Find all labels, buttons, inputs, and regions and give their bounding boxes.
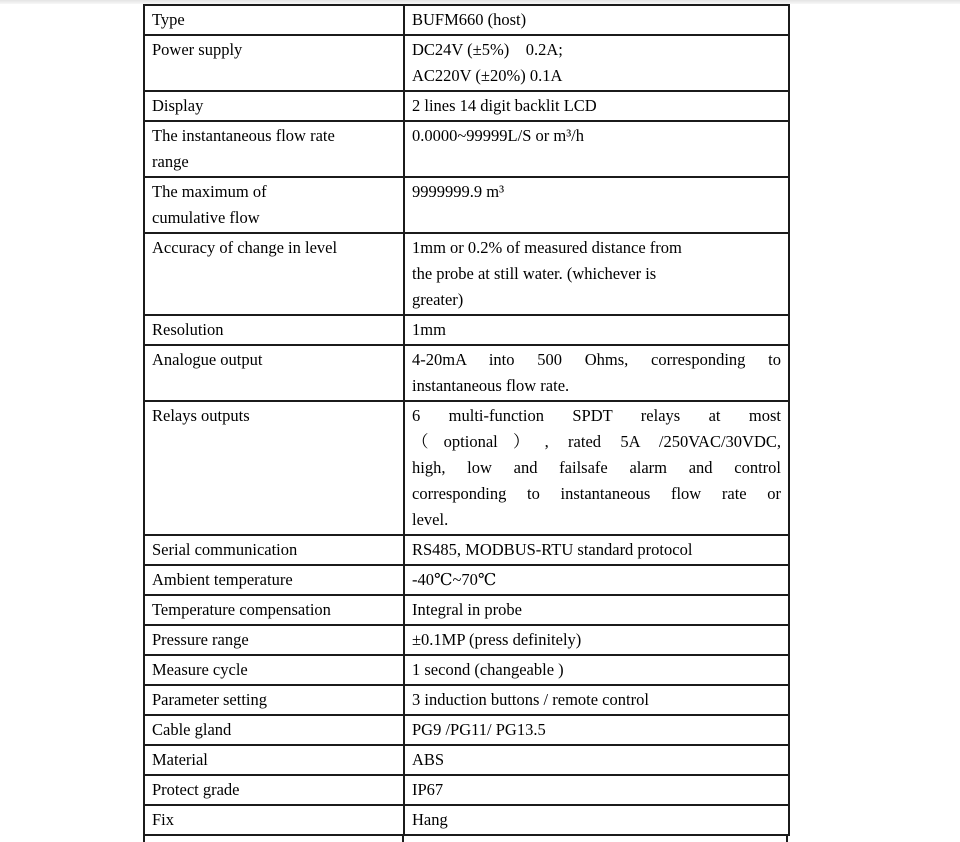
table-row bbox=[144, 685, 789, 715]
spec-value-line: （optional）, rated 5A /250VAC/30VDC, bbox=[412, 432, 781, 451]
spec-value bbox=[404, 233, 789, 315]
spec-value bbox=[404, 715, 789, 745]
spec-value-line: instantaneous flow rate. bbox=[412, 376, 570, 395]
spec-value bbox=[404, 91, 789, 121]
spec-value bbox=[404, 401, 789, 535]
spec-value bbox=[404, 625, 789, 655]
table-row bbox=[144, 177, 789, 233]
table-row bbox=[144, 625, 789, 655]
spec-label-line: Resolution bbox=[152, 320, 224, 339]
spec-value-line: 0.0000~99999L/S or m³/h bbox=[412, 126, 585, 145]
table-row bbox=[144, 401, 789, 535]
table-row bbox=[144, 595, 789, 625]
spec-label-line: Cable gland bbox=[152, 720, 232, 739]
spec-table-body bbox=[144, 5, 789, 835]
spec-label-line: Analogue output bbox=[152, 350, 263, 369]
spec-value-line: corresponding to instantaneous flow rate or bbox=[412, 484, 781, 503]
table-row bbox=[144, 91, 789, 121]
spec-value-line: DC24V (±5%) 0.2A; bbox=[412, 40, 563, 59]
spec-value bbox=[404, 315, 789, 345]
spec-value-line: 1 second (changeable ) bbox=[412, 660, 564, 679]
spec-value-line: greater) bbox=[412, 290, 464, 309]
table-divider-border-stub bbox=[402, 836, 404, 842]
spec-label bbox=[144, 401, 404, 535]
table-row bbox=[144, 5, 789, 35]
spec-value-line: 1mm or 0.2% of measured distance from bbox=[412, 238, 682, 257]
spec-value bbox=[404, 345, 789, 401]
spec-value-line: -40℃~70℃ bbox=[412, 570, 497, 589]
spec-label-line: Pressure range bbox=[152, 630, 249, 649]
spec-value-line: level. bbox=[412, 510, 449, 529]
spec-value bbox=[404, 535, 789, 565]
spec-label bbox=[144, 535, 404, 565]
spec-label bbox=[144, 685, 404, 715]
spec-value bbox=[404, 5, 789, 35]
table-row bbox=[144, 121, 789, 177]
spec-label-line: The maximum of bbox=[152, 182, 267, 201]
spec-value bbox=[404, 35, 789, 91]
spec-label-line: Temperature compensation bbox=[152, 600, 331, 619]
spec-value-line: 6 multi-function SPDT relays at most bbox=[412, 406, 781, 425]
spec-value bbox=[404, 177, 789, 233]
spec-label bbox=[144, 315, 404, 345]
spec-value-line: the probe at still water. (whichever is bbox=[412, 264, 657, 283]
spec-label-line: Display bbox=[152, 96, 204, 115]
spec-label bbox=[144, 655, 404, 685]
spec-label-line: Relays outputs bbox=[152, 406, 250, 425]
table-continuation bbox=[143, 836, 788, 842]
spec-value-line: RS485, MODBUS-RTU standard protocol bbox=[412, 540, 693, 559]
spec-label bbox=[144, 625, 404, 655]
spec-label-line: Protect grade bbox=[152, 780, 240, 799]
spec-label-line: Serial communication bbox=[152, 540, 298, 559]
spec-value-line: 4-20mA into 500 Ohms, corresponding to bbox=[412, 350, 781, 369]
spec-value bbox=[404, 775, 789, 805]
spec-value-line: ABS bbox=[412, 750, 445, 769]
spec-label-line: Power supply bbox=[152, 40, 243, 59]
spec-value-line: high, low and failsafe alarm and control bbox=[412, 458, 781, 477]
spec-label-line: range bbox=[152, 152, 189, 171]
spec-label bbox=[144, 121, 404, 177]
spec-label bbox=[144, 715, 404, 745]
table-row bbox=[144, 345, 789, 401]
spec-label bbox=[144, 345, 404, 401]
spec-value-line: Hang bbox=[412, 810, 448, 829]
spec-label-line: cumulative flow bbox=[152, 208, 260, 227]
spec-label-line: Accuracy of change in level bbox=[152, 238, 338, 257]
spec-value-line: 3 induction buttons / remote control bbox=[412, 690, 649, 709]
table-row bbox=[144, 775, 789, 805]
spec-label-line: Measure cycle bbox=[152, 660, 248, 679]
spec-value-line: 2 lines 14 digit backlit LCD bbox=[412, 96, 597, 115]
spec-label bbox=[144, 233, 404, 315]
table-left-border-stub bbox=[143, 836, 145, 842]
spec-value bbox=[404, 121, 789, 177]
table-row bbox=[144, 745, 789, 775]
table-row bbox=[144, 715, 789, 745]
spec-value-line: AC220V (±20%) 0.1A bbox=[412, 66, 563, 85]
table-row bbox=[144, 315, 789, 345]
spec-label bbox=[144, 565, 404, 595]
spec-label bbox=[144, 177, 404, 233]
spec-label-line: Parameter setting bbox=[152, 690, 268, 709]
table-row bbox=[144, 233, 789, 315]
table-row bbox=[144, 535, 789, 565]
spec-label-line: Type bbox=[152, 10, 185, 29]
table-right-border-stub bbox=[786, 836, 788, 842]
spec-label bbox=[144, 5, 404, 35]
spec-label bbox=[144, 775, 404, 805]
table-row bbox=[144, 565, 789, 595]
spec-label-line: Material bbox=[152, 750, 208, 769]
document-page bbox=[143, 4, 788, 842]
spec-value bbox=[404, 745, 789, 775]
table-row bbox=[144, 655, 789, 685]
spec-label-line: Ambient temperature bbox=[152, 570, 293, 589]
spec-value bbox=[404, 655, 789, 685]
spec-label bbox=[144, 35, 404, 91]
spec-value-line: IP67 bbox=[412, 780, 444, 799]
spec-value-line: ±0.1MP (press definitely) bbox=[412, 630, 582, 649]
table-row bbox=[144, 35, 789, 91]
spec-value bbox=[404, 595, 789, 625]
spec-value-line: Integral in probe bbox=[412, 600, 522, 619]
spec-value-line: 1mm bbox=[412, 320, 446, 339]
spec-label bbox=[144, 91, 404, 121]
spec-value-line: 9999999.9 m³ bbox=[412, 182, 505, 201]
spec-label bbox=[144, 595, 404, 625]
spec-label-line: Fix bbox=[152, 810, 175, 829]
spec-value bbox=[404, 685, 789, 715]
spec-value bbox=[404, 565, 789, 595]
spec-label bbox=[144, 745, 404, 775]
spec-value-line: BUFM660 (host) bbox=[412, 10, 527, 29]
spec-value-line: PG9 /PG11/ PG13.5 bbox=[412, 720, 546, 739]
spec-table bbox=[143, 4, 790, 836]
spec-label-line: The instantaneous flow rate bbox=[152, 126, 335, 145]
